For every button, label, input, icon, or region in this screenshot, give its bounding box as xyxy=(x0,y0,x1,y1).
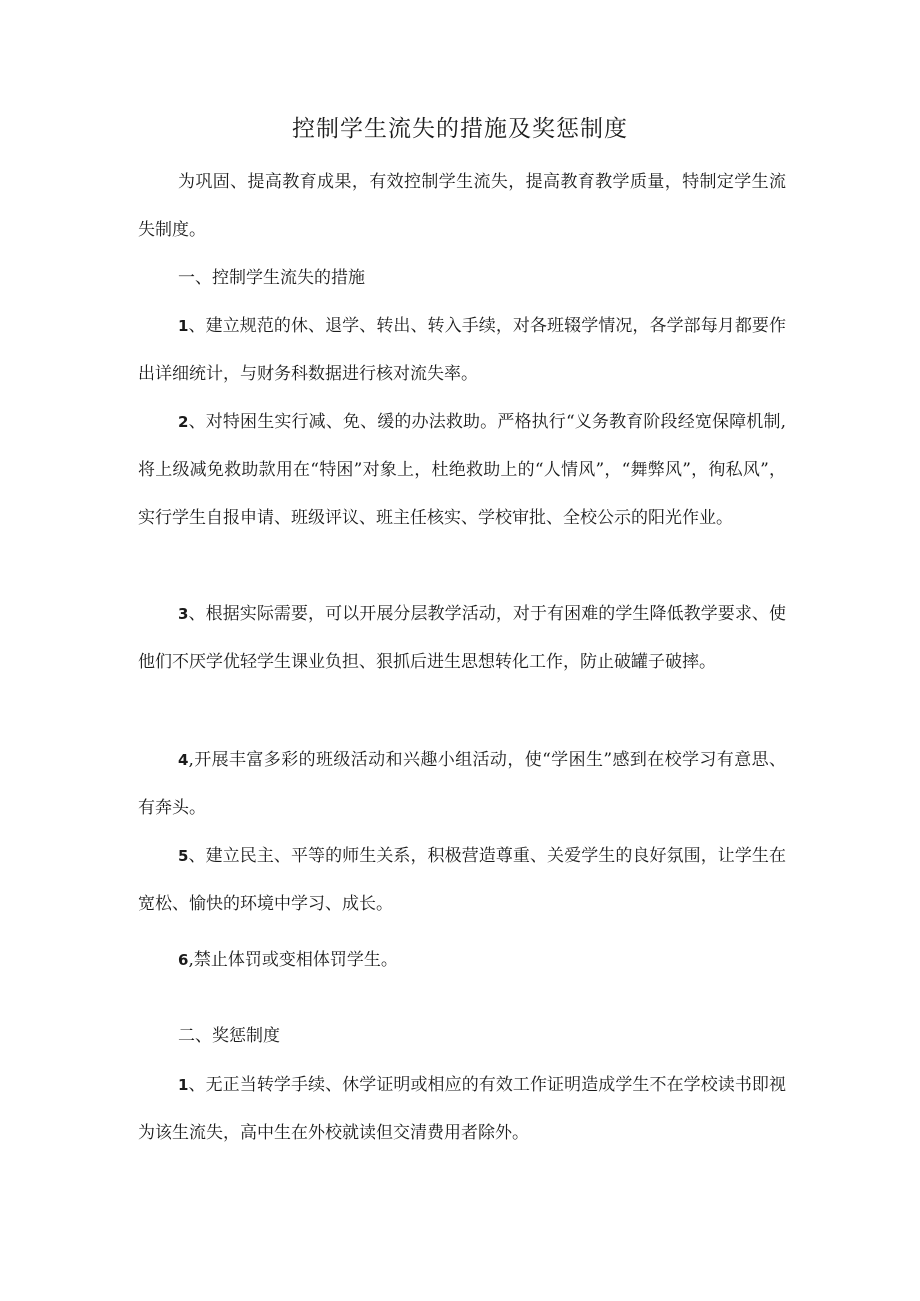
item-number: 3 xyxy=(178,605,189,623)
item-separator: 、 xyxy=(188,412,206,432)
item-number: 1 xyxy=(178,1076,189,1094)
item-separator: 、 xyxy=(188,316,206,336)
item-number: 2 xyxy=(178,413,189,431)
list-item xyxy=(138,398,786,542)
list-item xyxy=(138,1061,786,1157)
item-text: 无正当转学手续、休学证明或相应的有效工作证明造成学生不在学校读书即视为该生流失，高中生在外校就读但交清费用者除外。 xyxy=(138,1075,787,1143)
item-text: 建立民主、平等的师生关系，积极营造尊重、关爱学生的良好氛围，让学生在宽松、愉快的环境中学习、成长。 xyxy=(138,846,787,914)
section2-heading: 二、奖惩制度 xyxy=(178,1026,280,1046)
list-item xyxy=(138,936,786,984)
intro-paragraph: 为巩固、提高教育成果，有效控制学生流失，提高教育教学质量，特制定学生流失制度。 xyxy=(138,172,786,240)
list-item xyxy=(138,590,786,686)
item-text: 根据实际需要，可以开展分层教学活动，对于有困难的学生降低教学要求、使他们不厌学优轻学生课业负担、狠抓后进生思想转化工作，防止破罐子破摔。 xyxy=(138,604,787,672)
list-item xyxy=(138,302,786,398)
item-text: 开展丰富多彩的班级活动和兴趣小组活动，使“学困生”感到在校学习有意思、有奔头。 xyxy=(138,750,786,818)
item-separator: 、 xyxy=(188,1075,206,1095)
item-number: 6 xyxy=(178,951,189,969)
item-number: 4 xyxy=(178,751,189,769)
item-number: 5 xyxy=(178,847,189,865)
item-text: 建立规范的休、退学、转出、转入手续，对各班辍学情况，各学部每月都要作出详细统计，与财务科数据进行核对流失率。 xyxy=(138,316,787,384)
item-separator: , xyxy=(188,750,194,770)
item-separator: 、 xyxy=(188,846,206,866)
document-title: 控制学生流失的措施及奖惩制度 xyxy=(292,116,628,142)
item-text: 禁止体罚或变相体罚学生。 xyxy=(193,950,398,970)
list-item xyxy=(138,736,786,832)
section1-heading: 一、控制学生流失的措施 xyxy=(178,268,365,288)
item-separator: , xyxy=(188,950,194,970)
item-number: 1 xyxy=(178,317,189,335)
item-text: 对特困生实行减、免、缓的办法救助。严格执行“义务教育阶段经宽保障机制,将上级减免救助款用在“特困”对象上，杜绝救助上的“人情风”，“舞弊风”，徇私风”，实行学生自报申请、班级评议、班主任核实、学校审批、全校公示的阳光作业。 xyxy=(138,412,787,528)
item-separator: 、 xyxy=(188,604,206,624)
list-item xyxy=(138,832,786,928)
